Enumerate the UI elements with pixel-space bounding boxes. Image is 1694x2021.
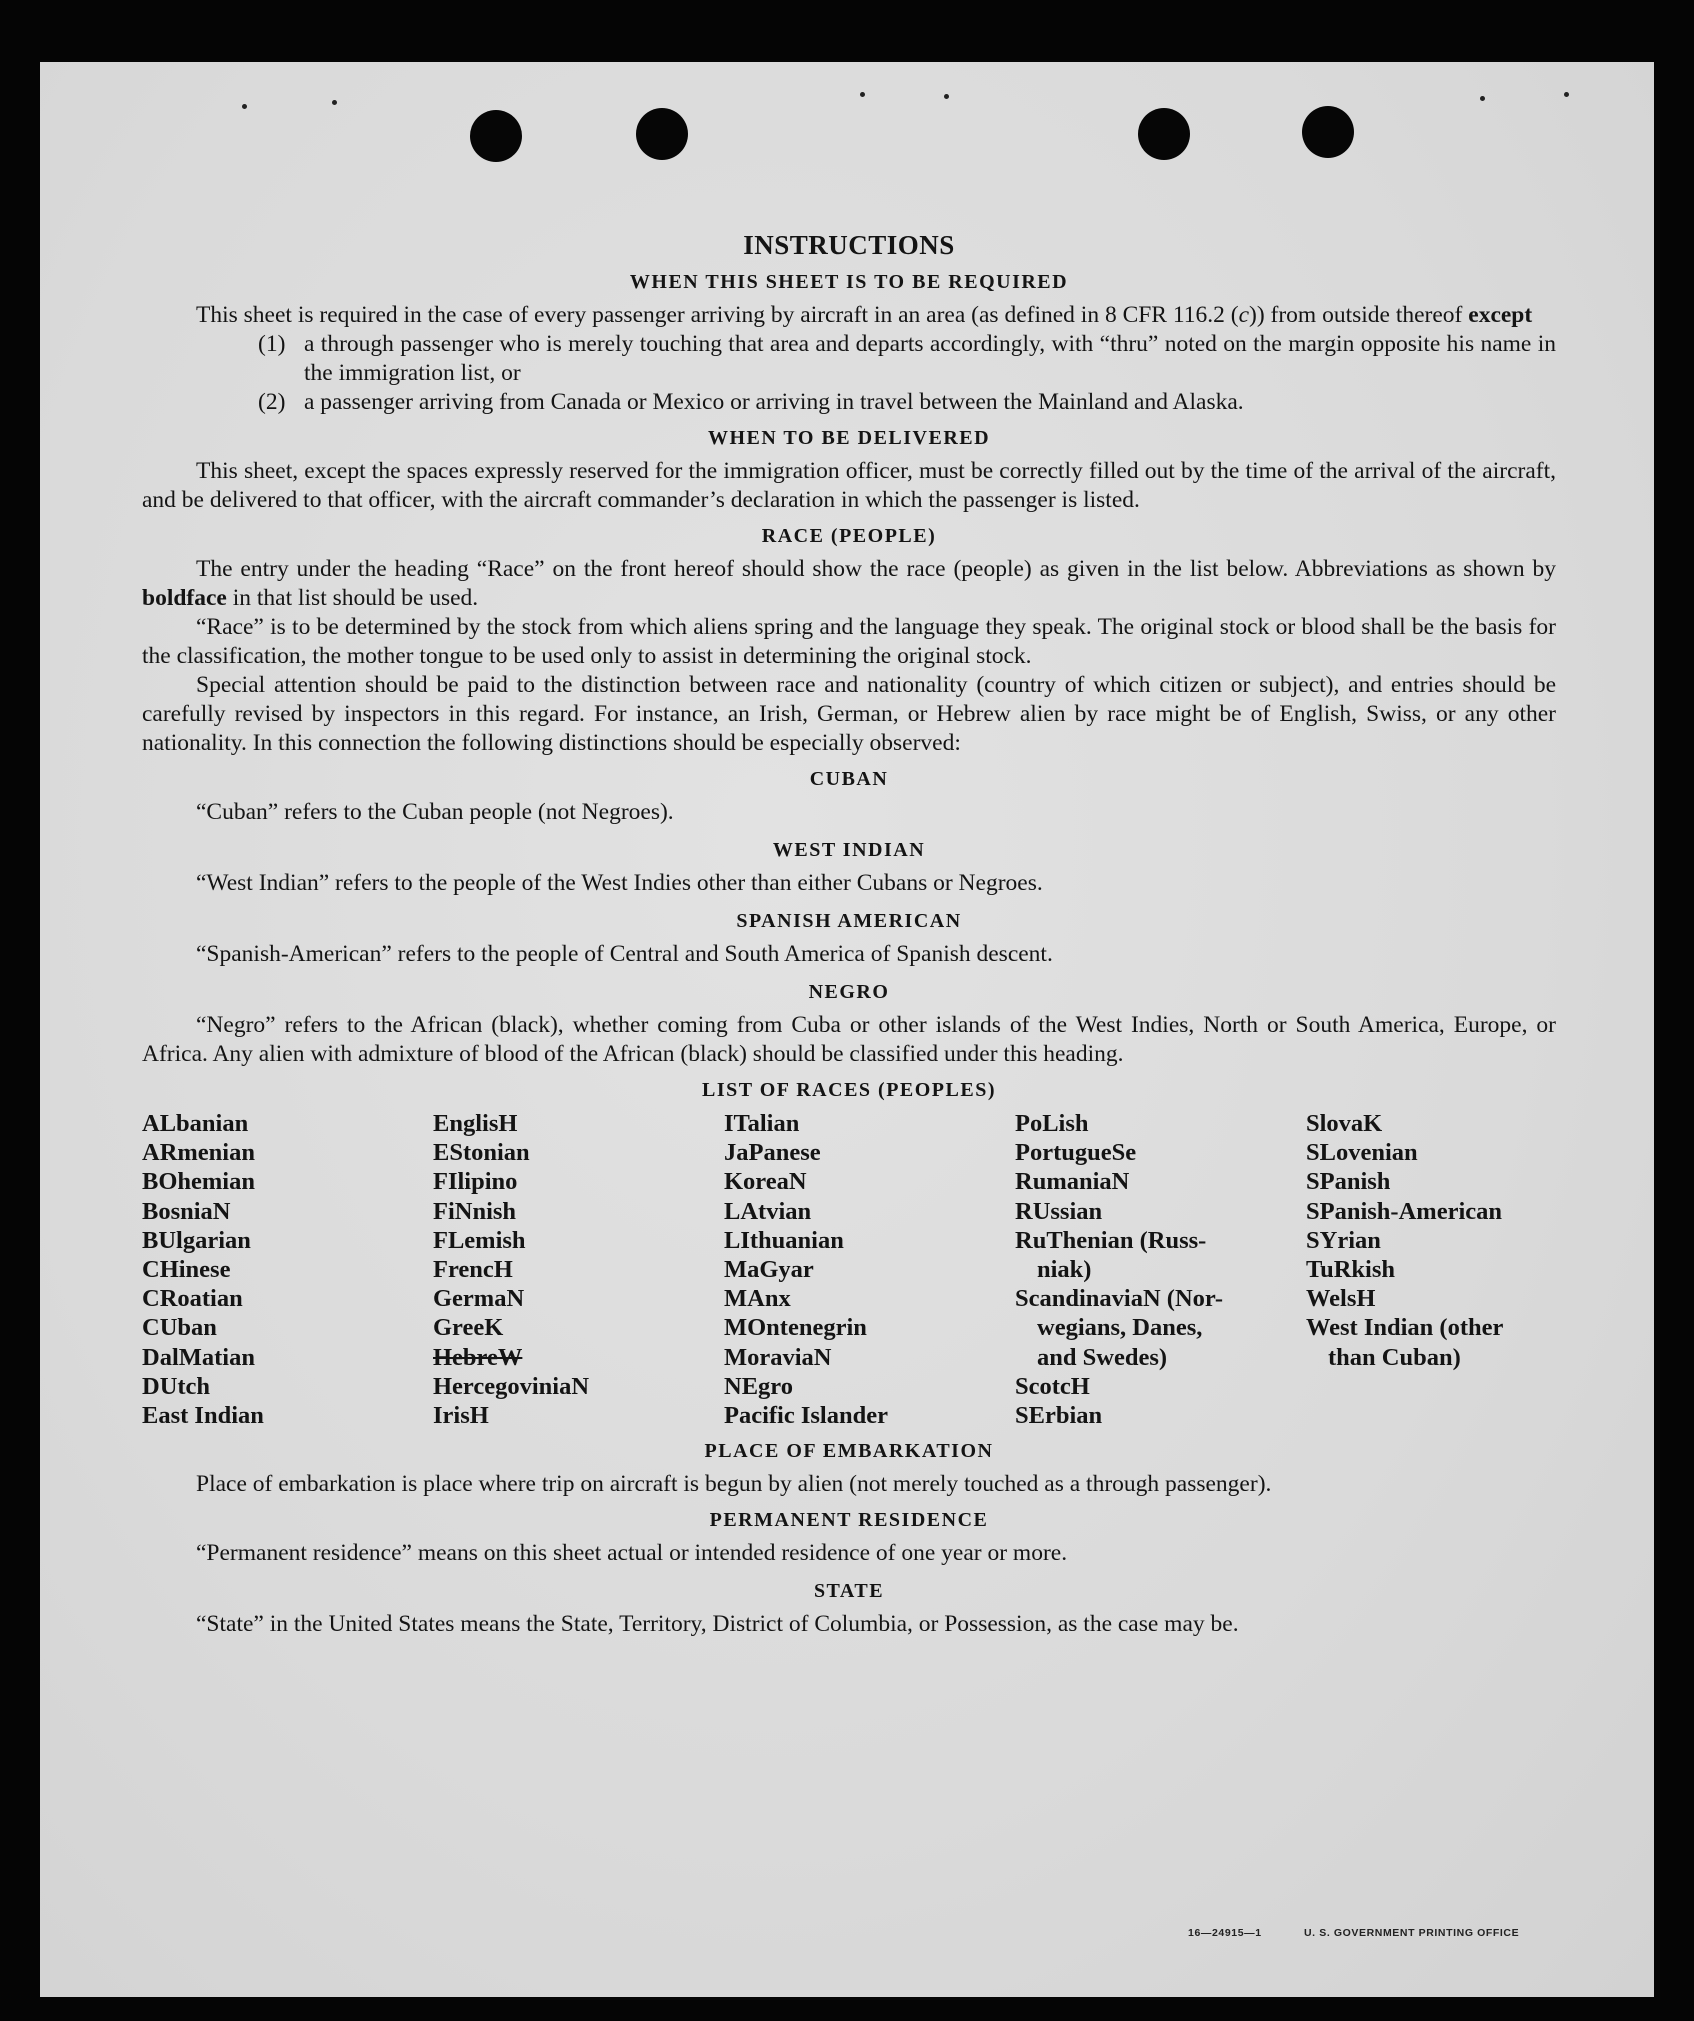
race-entry: SErbian	[1015, 1402, 1103, 1430]
punch-hole	[470, 110, 522, 162]
race-entry: ScotcH	[1015, 1372, 1090, 1400]
race-entry: Pacific Islander	[724, 1402, 888, 1430]
speck	[860, 92, 865, 97]
speck	[944, 94, 949, 99]
heading-when-required: WHEN THIS SHEET IS TO BE REQUIRED	[629, 271, 1069, 293]
race-entry-continuation: niak)	[1037, 1256, 1092, 1284]
race-entry: SLovenian	[1306, 1139, 1418, 1167]
embarkation-text: Place of embarkation is place where trip on aircraft is begun by alien (not merely touched as a through passenger).	[196, 1471, 1272, 1498]
heading-spanish-american: SPANISH AMERICAN	[736, 910, 962, 932]
race-entry: DalMatian	[142, 1343, 255, 1371]
race-entry: SlovaK	[1306, 1110, 1383, 1137]
heading-list-of-races: LIST OF RACES (PEOPLES)	[701, 1079, 996, 1101]
race-entry: ARmenian	[142, 1139, 255, 1167]
race-entry: ITalian	[724, 1110, 800, 1137]
races-column-2	[433, 1109, 724, 1430]
race-entry: RUssian	[1015, 1197, 1103, 1225]
form-code: 16—24915—1	[1188, 1927, 1262, 1939]
race-entry: EnglisH	[433, 1110, 518, 1137]
speck	[332, 100, 337, 105]
heading-cuban: CUBAN	[809, 768, 889, 790]
heading-when-delivered: WHEN TO BE DELIVERED	[707, 427, 991, 449]
punch-hole	[636, 108, 688, 160]
punch-hole	[1302, 106, 1354, 158]
punch-hole	[1138, 108, 1190, 160]
race-entry: PortugueSe	[1015, 1139, 1137, 1167]
speck	[1480, 96, 1485, 101]
races-column-3	[724, 1109, 1015, 1430]
race-entry-continuation: and Swedes)	[1037, 1343, 1168, 1371]
race-entry: West Indian (other	[1306, 1314, 1504, 1342]
page-title: INSTRUCTIONS	[743, 230, 955, 260]
race-entry: SPanish	[1306, 1168, 1391, 1196]
heading-negro: NEGRO	[808, 981, 890, 1003]
race-entry: SPanish-American	[1306, 1197, 1502, 1225]
races-list	[142, 1109, 1556, 1430]
race-entry: FIlipino	[433, 1168, 518, 1196]
speck	[242, 104, 247, 109]
race-entry: KoreaN	[724, 1168, 807, 1196]
race-entry: EStonian	[433, 1139, 530, 1167]
heading-permanent-residence: PERMANENT RESIDENCE	[709, 1509, 989, 1532]
race-entry: LAtvian	[724, 1197, 812, 1225]
exception-item: (2) a passenger arriving from Canada or Mexico or arriving in travel between the Mainland and Alaska.	[258, 389, 1244, 415]
cuban-text: “Cuban” refers to the Cuban people (not Negroes).	[196, 799, 674, 825]
race-paragraph-3: Special attention should be paid to the distinction between race and nationality (country of which citizen or subject), and entries should be carefully revised by inspectors in this regard. For instance, an Irish, German, or Hebrew alien by race might be of English, Swiss, or any other nationality. In this connection the following distinctions should be especially observed:	[142, 672, 1556, 756]
races-column-5	[1306, 1109, 1556, 1430]
race-entry: MAnx	[724, 1285, 791, 1313]
races-column-1	[142, 1109, 433, 1430]
race-entry: NEgro	[724, 1372, 793, 1400]
west-indian-text: “West Indian” refers to the people of the West Indies other than either Cubans or Negroes.	[196, 870, 1043, 896]
race-entry: IrisH	[433, 1402, 489, 1430]
race-entry: MoraviaN	[724, 1343, 832, 1371]
race-entry: HercegoviniaN	[433, 1372, 590, 1400]
race-entry: ScandinaviaN (Nor-	[1015, 1285, 1224, 1313]
race-entry: CHinese	[142, 1256, 231, 1284]
race-entry: BosniaN	[142, 1197, 231, 1225]
race-paragraph-2: “Race” is to be determined by the stock from which aliens spring and the language they speak. The original stock or blood shall be the basis for the classification, the mother tongue to be used only to assist in determining the original stock.	[142, 614, 1556, 669]
race-entry: DUtch	[142, 1372, 211, 1400]
race-entry: PoLish	[1015, 1110, 1089, 1137]
when-delivered-text: This sheet, except the spaces expressly reserved for the immigration officer, must be correctly filled out by the time of the arrival of the aircraft, and be delivered to that officer, with the aircraft commander’s declaration in which the passenger is listed.	[142, 458, 1556, 513]
negro-text: “Negro” refers to the African (black), whether coming from Cuba or other islands of the West Indies, North or South America, Europe, or Africa. Any alien with admixture of blood of the African (black) should be classified under this heading.	[142, 1012, 1556, 1067]
race-entry: RumaniaN	[1015, 1168, 1130, 1196]
race-entry: GermaN	[433, 1285, 525, 1313]
race-entry: FLemish	[433, 1226, 526, 1254]
race-entry: BOhemian	[142, 1168, 255, 1196]
race-paragraph-1: The entry under the heading “Race” on the front hereof should show the race (people) as given in the list below. Abbreviations as shown by boldface in that list should be used.	[142, 556, 1556, 611]
races-column-4	[1015, 1109, 1306, 1430]
heading-west-indian: WEST INDIAN	[772, 839, 926, 861]
speck	[1564, 92, 1569, 97]
race-entry-continuation: than Cuban)	[1328, 1343, 1461, 1371]
race-entry-struck: HebreW	[433, 1343, 523, 1371]
race-entry: ALbanian	[142, 1110, 249, 1137]
race-entry: WelsH	[1306, 1285, 1376, 1313]
spanish-american-text: “Spanish-American” refers to the people of Central and South America of Spanish descent.	[196, 941, 1053, 967]
state-text: “State” in the United States means the State, Territory, District of Columbia, or Possession, as the case may be.	[196, 1611, 1239, 1638]
race-entry: East Indian	[142, 1402, 264, 1430]
race-entry: CRoatian	[142, 1285, 243, 1313]
printing-office-imprint: U. S. GOVERNMENT PRINTING OFFICE	[1304, 1927, 1520, 1939]
race-entry: GreeK	[433, 1314, 504, 1342]
heading-state: STATE	[813, 1580, 885, 1603]
document-sheet	[40, 62, 1654, 1997]
race-entry: FiNnish	[433, 1197, 517, 1225]
race-entry: TuRkish	[1306, 1256, 1396, 1284]
heading-embarkation: PLACE OF EMBARKATION	[704, 1440, 994, 1463]
race-entry: MOntenegrin	[724, 1314, 867, 1342]
exception-item: (1) a through passenger who is merely touching that area and departs accordingly, with “thru” noted on the margin opposite his name in the immigration list, or	[258, 331, 1556, 386]
race-entry: LIthuanian	[724, 1226, 844, 1254]
race-entry: MaGyar	[724, 1256, 814, 1284]
race-entry: SYrian	[1306, 1226, 1381, 1254]
when-required-intro: This sheet is required in the case of every passenger arriving by aircraft in an area (as defined in 8 CFR 116.2 (c)) from outside thereof except	[196, 302, 1533, 328]
race-entry: RuThenian (Russ-	[1015, 1226, 1207, 1254]
race-entry: JaPanese	[724, 1139, 821, 1167]
instructions-content	[142, 230, 1556, 1639]
heading-race: RACE (PEOPLE)	[761, 525, 937, 547]
race-entry: BUlgarian	[142, 1226, 251, 1254]
race-entry: FrencH	[433, 1256, 513, 1284]
race-entry: CUban	[142, 1314, 217, 1342]
permanent-residence-text: “Permanent residence” means on this sheet actual or intended residence of one year or more.	[196, 1540, 1068, 1567]
race-entry-continuation: wegians, Danes,	[1037, 1314, 1203, 1342]
